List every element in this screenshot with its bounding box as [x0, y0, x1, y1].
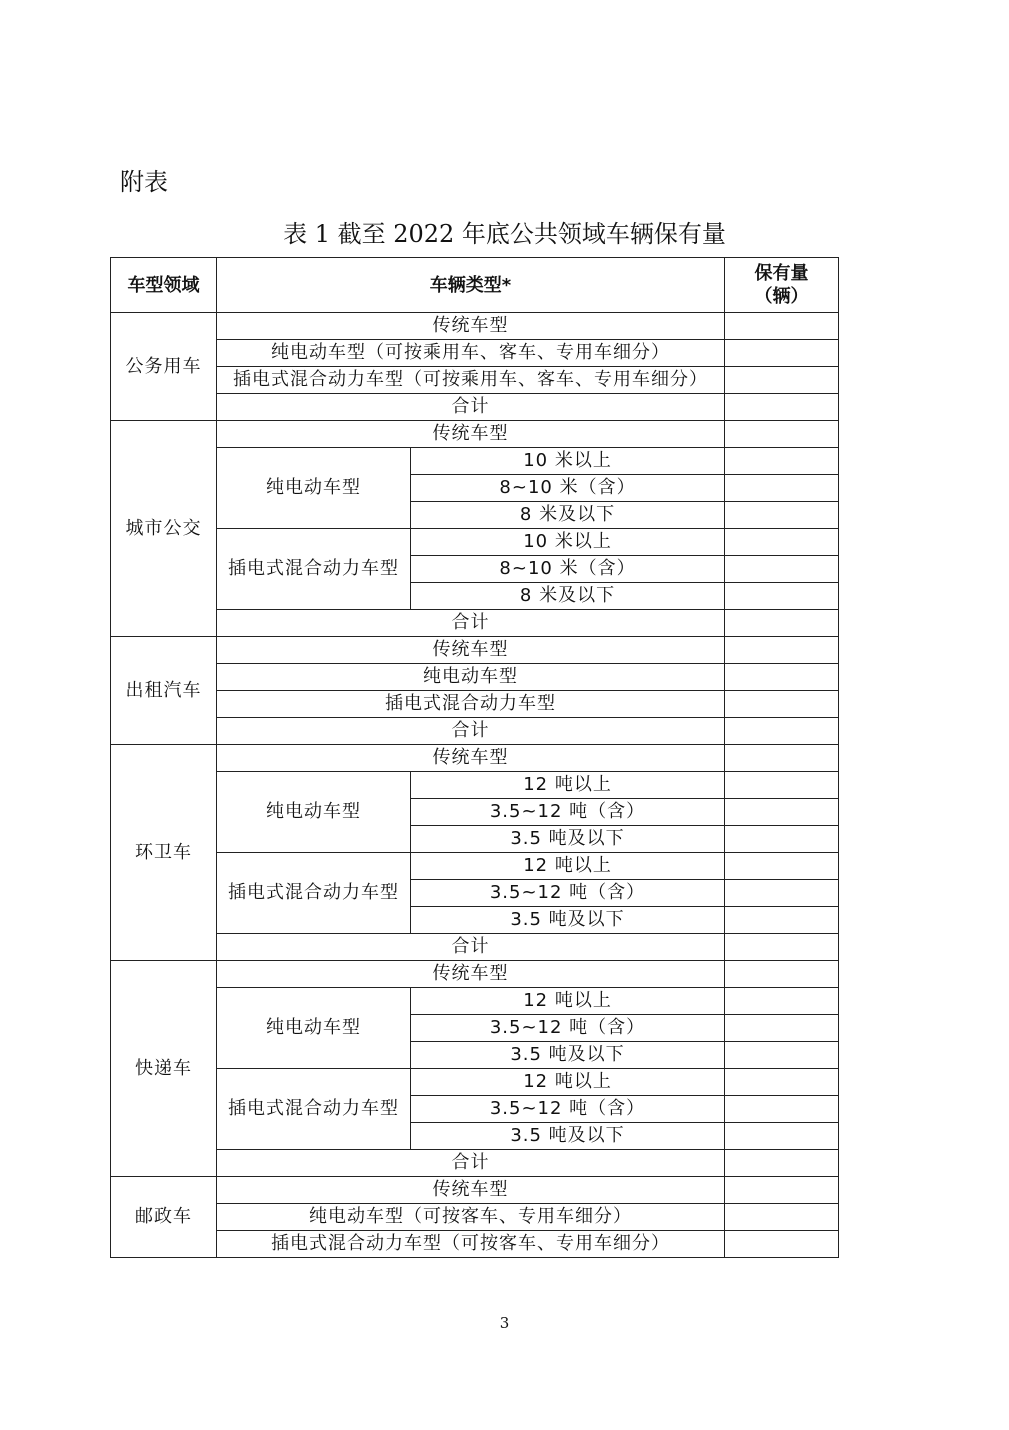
express-total: 合计 [217, 1150, 725, 1177]
sanitation-bev-size: 3.5 吨及以下 [411, 826, 725, 853]
sanitation-phev-size: 3.5~12 吨（含） [411, 880, 725, 907]
sanitation-total: 合计 [217, 934, 725, 961]
stock-cell [725, 1204, 839, 1231]
stock-cell [725, 556, 839, 583]
official-phev: 插电式混合动力车型（可按乘用车、客车、专用车细分） [217, 367, 725, 394]
bus-bev-size: 10 米以上 [411, 448, 725, 475]
stock-cell [725, 583, 839, 610]
express-phev-size: 12 吨以上 [411, 1069, 725, 1096]
express-bev-size: 3.5 吨及以下 [411, 1042, 725, 1069]
stock-cell [725, 475, 839, 502]
vehicle-stock-table [110, 257, 839, 1258]
bus-bev-size: 8~10 米（含） [411, 475, 725, 502]
sanitation-phev-size: 3.5 吨及以下 [411, 907, 725, 934]
bus-phev-size: 8 米及以下 [411, 583, 725, 610]
stock-cell [725, 529, 839, 556]
header-stock: 保有量 （辆） [725, 258, 839, 313]
stock-cell [725, 853, 839, 880]
header-domain: 车型领域 [111, 258, 217, 313]
stock-cell [725, 664, 839, 691]
sanitation-traditional: 传统车型 [217, 745, 725, 772]
stock-cell [725, 718, 839, 745]
stock-cell [725, 961, 839, 988]
stock-cell [725, 448, 839, 475]
stock-cell [725, 1069, 839, 1096]
stock-cell [725, 745, 839, 772]
table-row [111, 745, 839, 772]
category-taxi: 出租汽车 [111, 637, 217, 745]
table-row [111, 853, 839, 880]
stock-cell [725, 1042, 839, 1069]
stock-cell [725, 313, 839, 340]
stock-cell [725, 502, 839, 529]
express-bev: 纯电动车型 [217, 988, 411, 1069]
table-title: 表 1 截至 2022 年底公共领域车辆保有量 [283, 220, 726, 248]
bus-traditional: 传统车型 [217, 421, 725, 448]
table-row [111, 1150, 839, 1177]
category-express: 快递车 [111, 961, 217, 1177]
page-number: 3 [499, 1314, 510, 1332]
table-row [111, 529, 839, 556]
category-sanitation: 环卫车 [111, 745, 217, 961]
stock-cell [725, 880, 839, 907]
appendix-label: 附表 [120, 168, 168, 196]
express-phev: 插电式混合动力车型 [217, 1069, 411, 1150]
table-row [111, 637, 839, 664]
bus-phev: 插电式混合动力车型 [217, 529, 411, 610]
table-row [111, 988, 839, 1015]
taxi-total: 合计 [217, 718, 725, 745]
stock-cell [725, 1150, 839, 1177]
stock-cell [725, 1123, 839, 1150]
postal-bev: 纯电动车型（可按客车、专用车细分） [217, 1204, 725, 1231]
bus-phev-size: 10 米以上 [411, 529, 725, 556]
sanitation-phev: 插电式混合动力车型 [217, 853, 411, 934]
category-postal: 邮政车 [111, 1177, 217, 1258]
stock-cell [725, 340, 839, 367]
bus-phev-size: 8~10 米（含） [411, 556, 725, 583]
stock-cell [725, 1096, 839, 1123]
official-traditional: 传统车型 [217, 313, 725, 340]
table-row [111, 691, 839, 718]
table-row [111, 1231, 839, 1258]
express-phev-size: 3.5 吨及以下 [411, 1123, 725, 1150]
table-row [111, 367, 839, 394]
table-row [111, 718, 839, 745]
taxi-phev: 插电式混合动力车型 [217, 691, 725, 718]
stock-cell [725, 691, 839, 718]
stock-cell [725, 1177, 839, 1204]
official-total: 合计 [217, 394, 725, 421]
sanitation-bev: 纯电动车型 [217, 772, 411, 853]
stock-cell [725, 421, 839, 448]
bus-bev-size: 8 米及以下 [411, 502, 725, 529]
sanitation-bev-size: 12 吨以上 [411, 772, 725, 799]
table-row [111, 1177, 839, 1204]
stock-cell [725, 1231, 839, 1258]
table-row [111, 610, 839, 637]
table-header-row [111, 258, 839, 313]
taxi-traditional: 传统车型 [217, 637, 725, 664]
express-phev-size: 3.5~12 吨（含） [411, 1096, 725, 1123]
official-bev: 纯电动车型（可按乘用车、客车、专用车细分） [217, 340, 725, 367]
sanitation-bev-size: 3.5~12 吨（含） [411, 799, 725, 826]
table-row [111, 664, 839, 691]
sanitation-phev-size: 12 吨以上 [411, 853, 725, 880]
table-row [111, 772, 839, 799]
bus-total: 合计 [217, 610, 725, 637]
postal-traditional: 传统车型 [217, 1177, 725, 1204]
table-row [111, 394, 839, 421]
stock-cell [725, 934, 839, 961]
table-row [111, 934, 839, 961]
table-row [111, 421, 839, 448]
table-row [111, 340, 839, 367]
table-row [111, 1204, 839, 1231]
stock-cell [725, 637, 839, 664]
table-row [111, 313, 839, 340]
header-vehicle-type: 车辆类型* [217, 258, 725, 313]
express-traditional: 传统车型 [217, 961, 725, 988]
stock-cell [725, 907, 839, 934]
stock-cell [725, 772, 839, 799]
stock-cell [725, 610, 839, 637]
express-bev-size: 3.5~12 吨（含） [411, 1015, 725, 1042]
table-row [111, 1069, 839, 1096]
category-official: 公务用车 [111, 313, 217, 421]
taxi-bev: 纯电动车型 [217, 664, 725, 691]
postal-phev: 插电式混合动力车型（可按客车、专用车细分） [217, 1231, 725, 1258]
table-row [111, 961, 839, 988]
stock-cell [725, 1015, 839, 1042]
stock-cell [725, 799, 839, 826]
stock-cell [725, 988, 839, 1015]
category-bus: 城市公交 [111, 421, 217, 637]
stock-cell [725, 367, 839, 394]
express-bev-size: 12 吨以上 [411, 988, 725, 1015]
stock-cell [725, 394, 839, 421]
stock-cell [725, 826, 839, 853]
table-row [111, 448, 839, 475]
bus-bev: 纯电动车型 [217, 448, 411, 529]
